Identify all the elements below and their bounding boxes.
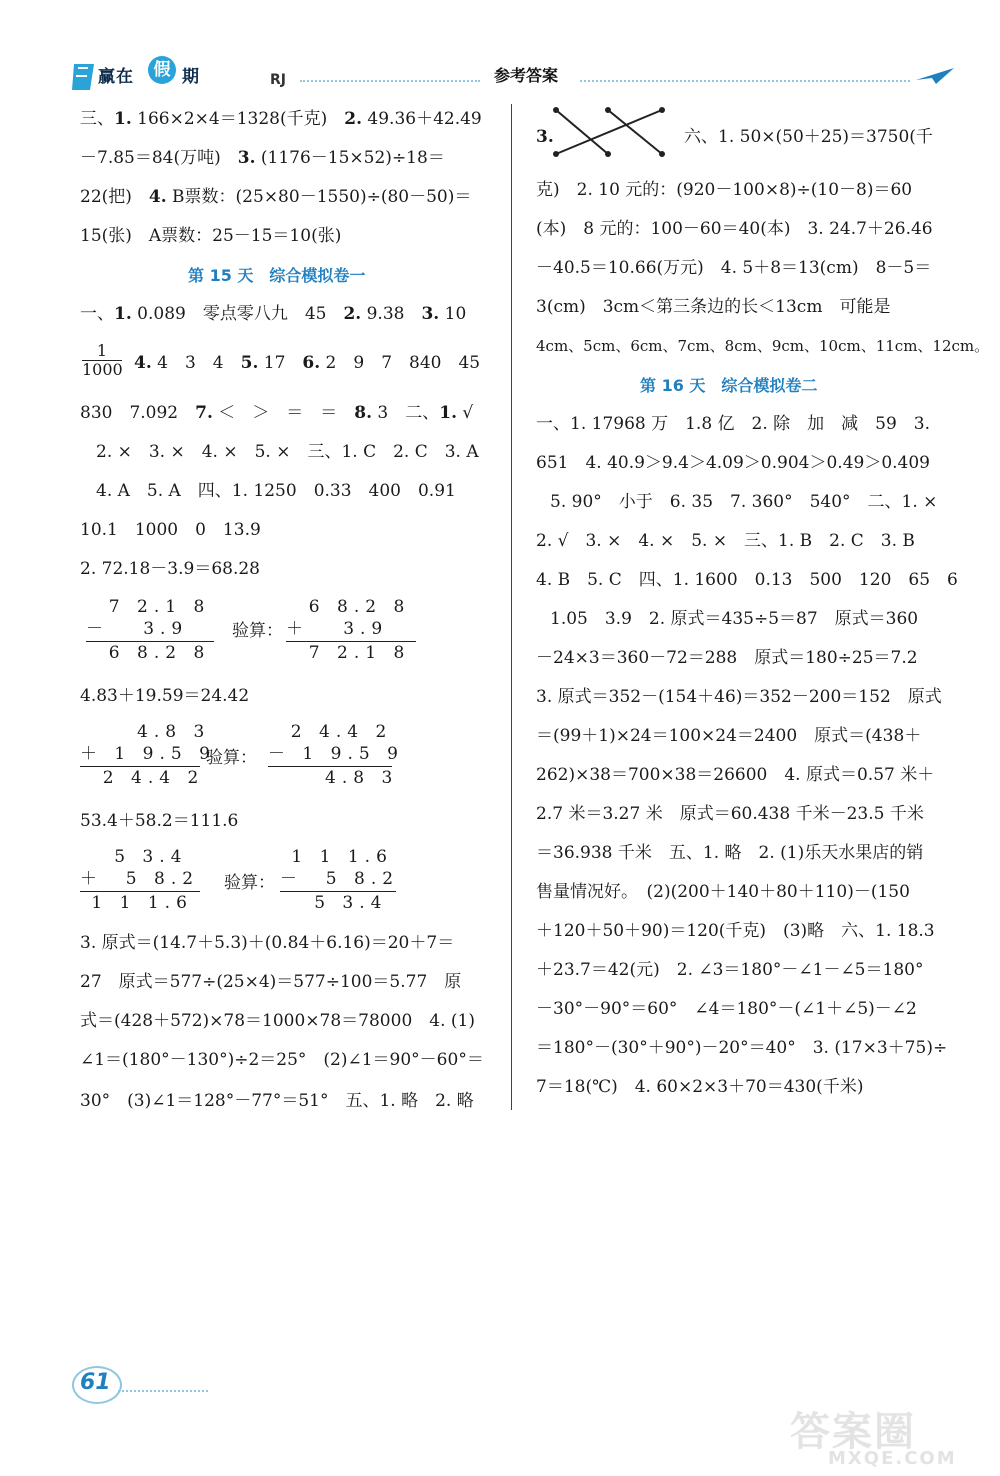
- fraction-numerator: 1: [96, 341, 108, 360]
- answer-line: －40.5＝10.66(万元) 4. 5＋8＝13(cm) 8－5＝: [536, 258, 932, 278]
- answer-line: －30°－90°＝60° ∠4＝180°－(∠1＋∠5)－∠2: [536, 999, 917, 1019]
- answer-line: 一、1. 0.089 零点零八九 45 2. 9.38 3. 10: [80, 304, 467, 324]
- paper-plane-icon: [916, 66, 956, 86]
- answer-line: ＝36.938 千米 五、1. 略 2. (1)乐天水果店的销: [536, 843, 924, 863]
- answer-line: －24×3＝360－72＝288 原式＝180÷25＝7.2: [536, 648, 918, 668]
- answer-line: 830 7.092 7. ＜ ＞ ＝ ＝ 8. 3 二、1. √: [80, 403, 474, 423]
- answer-line: －7.85＝84(万吨) 3. (1176－15×52)÷18＝: [80, 148, 445, 168]
- answer-line: 27 原式＝577÷(25×4)＝577÷100＝5.77 原: [80, 972, 462, 992]
- answer-line: 15(张) A票数：25－15＝10(张): [80, 226, 342, 246]
- vertical-calculation: 2 4.4 2 － 1 9.5 9 4.8 3: [268, 722, 404, 788]
- answer-line: 7＝18(℃) 4. 60×2×3＋70＝430(千米): [536, 1077, 864, 1097]
- edition-label: RJ: [270, 72, 286, 88]
- answer-line: 4. B 5. C 四、1. 1600 0.13 500 120 65 6: [536, 570, 958, 590]
- vertical-calculation: 5 3.4 ＋ 5 8.2 1 1 1.6: [80, 847, 200, 913]
- answer-line: 一、1. 17968 万 1.8 亿 2. 除 加 减 59 3.: [536, 414, 931, 434]
- answer-line: 30° (3)∠1＝128°－77°＝51° 五、1. 略 2. 略: [80, 1091, 474, 1111]
- check-label: 验算：: [206, 748, 257, 768]
- answer-line: ＋23.7＝42(元) 2. ∠3＝180°－∠1－∠5＝180°: [536, 960, 924, 980]
- page-title: 参考答案: [494, 66, 559, 85]
- answer-line: 六、1. 50×(50＋25)＝3750(千: [684, 127, 933, 147]
- answer-line: 克) 2. 10 元的：(920－100×8)÷(10－8)＝60: [536, 180, 913, 200]
- answer-line: ＝180°－(30°＋90°)－20°＝40° 3. (17×3＋75)÷: [536, 1038, 948, 1058]
- page-number: 61: [80, 1370, 111, 1395]
- answer-line: 3. 原式＝(14.7＋5.3)＋(0.84＋6.16)＝20＋7＝: [80, 933, 455, 953]
- watermark: 答案圈: [790, 1409, 916, 1455]
- answer-line: 3. 原式＝352－(154＋46)＝352－200＝152 原式: [536, 687, 942, 707]
- vertical-calculation: 6 8.2 8 ＋ 3.9 7 2.1 8: [286, 596, 426, 668]
- answer-line: ＋120＋50＋90)＝120(千克) (3)略 六、1. 18.3: [536, 921, 935, 941]
- check-label: 验算：: [232, 621, 283, 641]
- answer-line: 2.7 米＝3.27 米 原式＝60.438 千米－23.5 千米: [536, 804, 924, 824]
- answer-line: 三、1. 166×2×4＝1328(千克) 2. 49.36＋42.49: [80, 109, 482, 129]
- page-header: [0, 0, 1000, 100]
- answer-line: 5. 90° 小于 6. 35 7. 360° 540° 二、1. ×: [550, 492, 938, 512]
- answer-line: 262)×38＝700×38＝26600 4. 原式＝0.57 米＋: [536, 765, 935, 785]
- answer-line: 4. 4 3 4 5. 17 6. 2 9 7 840 45: [134, 353, 481, 373]
- fraction: [82, 342, 122, 379]
- vertical-calculation: 7 2.1 8 － 3.9 6 8.2 8: [86, 596, 226, 668]
- answer-line: 4cm、5cm、6cm、7cm、8cm、9cm、10cm、11cm、12cm。: [536, 337, 990, 355]
- answer-line: 3(cm) 3cm＜第三条边的长＜13cm 可能是: [536, 297, 891, 317]
- watermark-url: MXQE.COM: [828, 1448, 957, 1469]
- answer-line: 10.1 1000 0 13.9: [80, 520, 261, 540]
- equation-line: 2. 72.18－3.9＝68.28: [80, 559, 260, 579]
- answer-line: 2. × 3. × 4. × 5. × 三、1. C 2. C 3. A: [96, 442, 479, 462]
- header-divider-right: [580, 80, 910, 84]
- answer-line: 2. √ 3. × 4. × 5. × 三、1. B 2. C 3. B: [536, 531, 915, 551]
- vertical-calculation: 1 1 1.6 － 5 8.2 5 3.4: [280, 847, 400, 913]
- column-divider: [511, 104, 512, 1110]
- answer-line: ∠1＝(180°－130°)÷2＝25° (2)∠1＝90°－60°＝: [80, 1050, 484, 1070]
- answer-line: 22(把) 4. B票数：(25×80－1550)÷(80－50)＝: [80, 187, 472, 207]
- equation-line: 4.83＋19.59＝24.42: [80, 686, 250, 706]
- answer-line: 式＝(428＋572)×78＝1000×78＝78000 4. (1): [80, 1011, 475, 1031]
- equation-line: 53.4＋58.2＝111.6: [80, 811, 239, 831]
- header-divider-left: [300, 80, 480, 84]
- logo-text-c: 期: [182, 67, 200, 87]
- logo-text-a: 赢在: [98, 67, 134, 87]
- answer-line: ＝(99＋1)×24＝100×24＝2400 原式＝(438＋: [536, 726, 922, 746]
- answer-line: 售量情况好。 (2)(200＋140＋80＋110)－(150: [536, 882, 910, 902]
- answer-line: 4. A 5. A 四、1. 1250 0.33 400 0.91: [96, 481, 456, 501]
- check-label: 验算：: [224, 873, 275, 893]
- answer-line: 1.05 3.9 2. 原式＝435÷5＝87 原式＝360: [550, 609, 919, 629]
- fraction-denominator: 1000: [82, 360, 123, 379]
- footer-divider: [118, 1390, 208, 1392]
- section-title-day15: 第 15 天 综合模拟卷一: [188, 266, 366, 285]
- answer-line: (本) 8 元的：100－60＝40(本) 3. 24.7＋26.46: [536, 219, 933, 239]
- matching-lines-diagram: [548, 104, 674, 160]
- logo-text-b: 假: [148, 56, 176, 84]
- section-title-day16: 第 16 天 综合模拟卷二: [640, 376, 818, 395]
- answer-line: 651 4. 40.9＞9.4＞4.09＞0.904＞0.49＞0.409: [536, 453, 930, 473]
- question-number: 3.: [536, 127, 554, 147]
- vertical-calculation: 4.8 3 ＋ 1 9.5 9 2 4.4 2: [80, 722, 216, 788]
